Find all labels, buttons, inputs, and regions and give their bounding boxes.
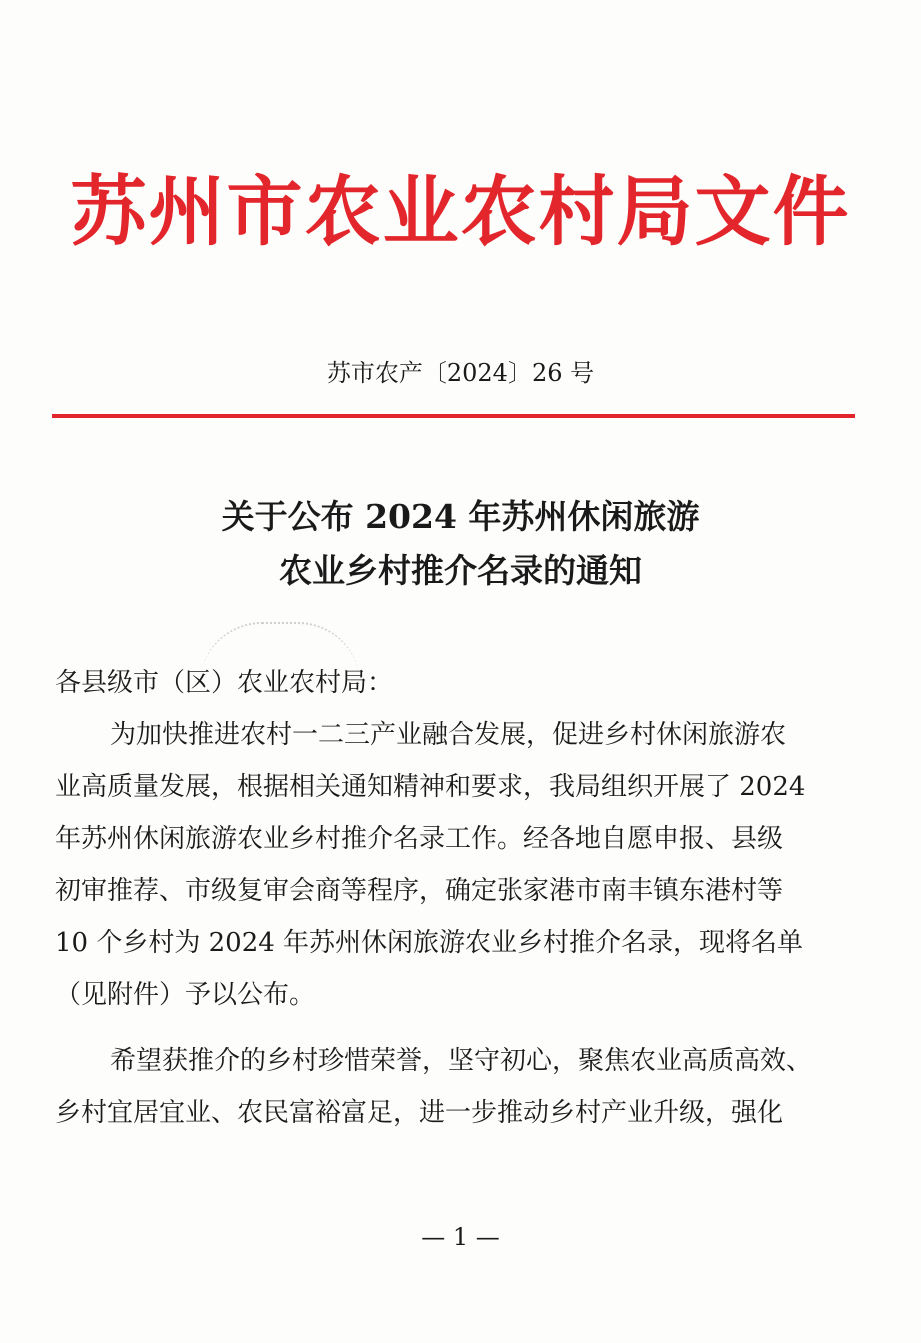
paragraph-1-line: （见附件）予以公布。 xyxy=(55,980,316,1010)
notice-title xyxy=(0,490,921,598)
notice-title-line-1: 关于公布 2024 年苏州休闲旅游 xyxy=(221,497,700,536)
paragraph-spacer xyxy=(55,1021,861,1035)
paragraph-1-line: 10 个乡村为 2024 年苏州休闲旅游农业乡村推介名录，现将名单 xyxy=(55,928,804,958)
paragraph-2 xyxy=(55,1035,861,1139)
page-number: — 1 — xyxy=(421,1223,500,1251)
paragraph-2-line: 乡村宜居宜业、农民富裕富足，进一步推动乡村产业升级，强化 xyxy=(55,1098,784,1128)
paragraph-1-line: 初审推荐、市级复审会商等程序，确定张家港市南丰镇东港村等 xyxy=(55,876,784,906)
notice-title-line-2: 农业乡村推介名录的通知 xyxy=(279,551,642,590)
paragraph-1-line: 为加快推进农村一二三产业融合发展，促进乡村休闲旅游农 xyxy=(110,720,787,750)
document-number: 苏市农产〔2024〕26 号 xyxy=(326,359,595,387)
paragraph-1-line: 业高质量发展，根据相关通知精神和要求，我局组织开展了 2024 xyxy=(55,772,806,802)
paragraph-2-line: 希望获推介的乡村珍惜荣誉，坚守初心，聚焦农业高质高效、 xyxy=(110,1046,813,1076)
paragraph-1 xyxy=(55,709,861,1021)
notice-body xyxy=(55,657,861,1139)
masthead-title: 苏州市农业农村局文件 xyxy=(70,167,851,256)
salutation: 各县级市（区）农业农村局： xyxy=(55,668,394,698)
paragraph-1-line: 年苏州休闲旅游农业乡村推介名录工作。经各地自愿申报、县级 xyxy=(55,824,784,854)
red-divider-rule xyxy=(52,414,855,418)
